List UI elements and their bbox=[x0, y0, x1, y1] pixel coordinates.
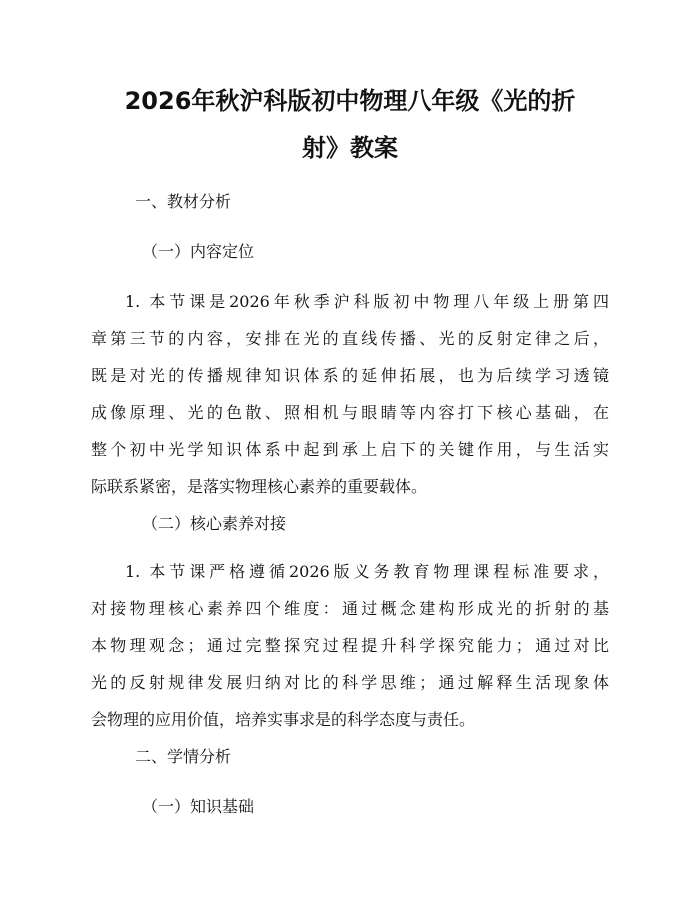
subsection-heading-core-literacy: （二）核心素养对接 bbox=[142, 514, 287, 533]
section-heading-textbook-analysis: 一、教材分析 bbox=[135, 192, 232, 211]
paragraph-line: 会物理的应用价值，培养实事求是的科学态度与责任。 bbox=[91, 710, 476, 729]
paragraph-line: 1. 本节课严格遵循2026版义务教育物理课程标准要求， bbox=[125, 562, 609, 581]
paragraph-content-positioning bbox=[91, 283, 609, 505]
document-title-line-2: 射》教案 bbox=[302, 134, 398, 162]
paragraph-line: 成像原理、光的色散、照相机与眼睛等内容打下核心基础，在 bbox=[91, 403, 609, 422]
paragraph-line: 1. 本节课是2026年秋季沪科版初中物理八年级上册第四 bbox=[125, 292, 609, 311]
paragraph-line: 章第三节的内容，安排在光的直线传播、光的反射定律之后， bbox=[91, 329, 609, 348]
paragraph-line: 本物理观念；通过完整探究过程提升科学探究能力；通过对比 bbox=[91, 636, 609, 655]
paragraph-line: 光的反射规律发展归纳对比的科学思维；通过解释生活现象体 bbox=[91, 673, 609, 692]
document-title-line-1: 2026年秋沪科版初中物理八年级《光的折 bbox=[124, 87, 576, 115]
paragraph-line: 既是对光的传播规律知识体系的延伸拓展，也为后续学习透镜 bbox=[91, 366, 609, 385]
paragraph-core-literacy bbox=[91, 553, 609, 738]
paragraph-line: 对接物理核心素养四个维度：通过概念建构形成光的折射的基 bbox=[91, 599, 609, 618]
section-heading-student-analysis: 二、学情分析 bbox=[135, 747, 232, 766]
subsection-heading-knowledge-base: （一）知识基础 bbox=[142, 797, 255, 816]
paragraph-line: 际联系紧密，是落实物理核心素养的重要载体。 bbox=[91, 477, 428, 496]
paragraph-line: 整个初中光学知识体系中起到承上启下的关键作用，与生活实 bbox=[91, 440, 609, 459]
subsection-heading-content-positioning: （一）内容定位 bbox=[142, 242, 255, 261]
